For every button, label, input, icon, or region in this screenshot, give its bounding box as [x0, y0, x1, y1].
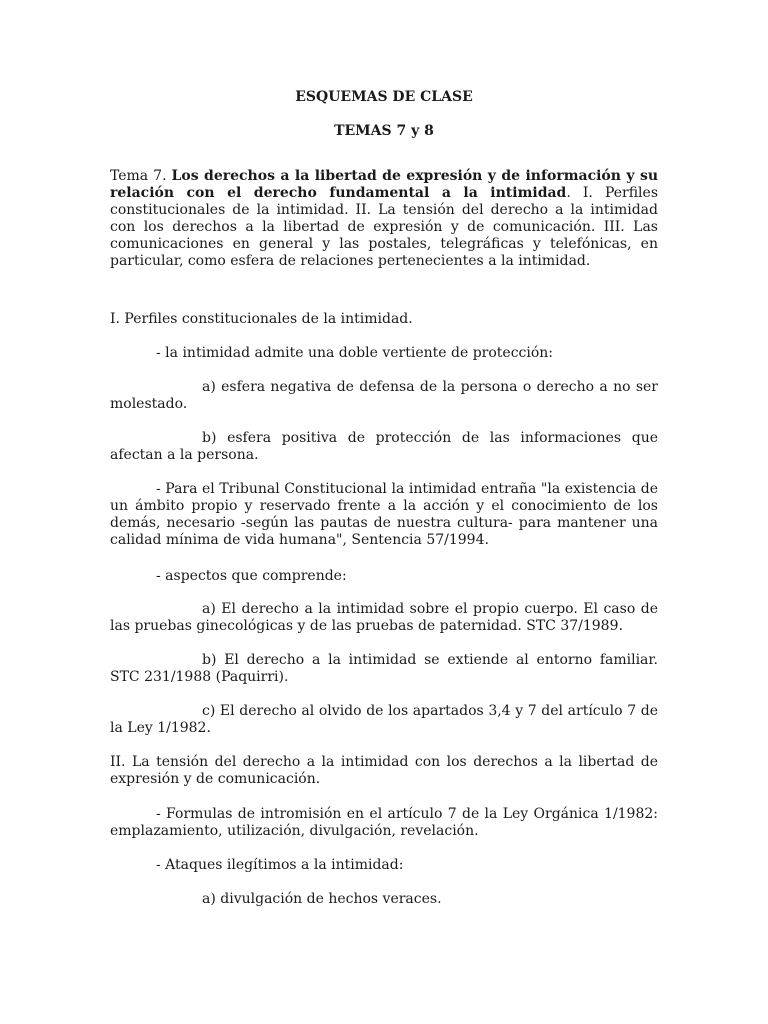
- section-2-point-2: - Ataques ilegítimos a la intimidad:: [156, 857, 404, 873]
- section-2-point-1: - Formulas de intromisión en el artículo 7 de la Ley Orgánica 1/1982: emplazamiento, utilización, divulgación, revelación.: [110, 806, 658, 839]
- section-1-point-1: - la intimidad admite una doble vertiente de protección:: [156, 345, 554, 361]
- section-2-heading: II. La tensión del derecho a la intimidad con los derechos a la libertad de expresión y de comunicación.: [110, 754, 658, 787]
- intro-rest: . I. Perfiles constitucionales de la intimidad. II. La tensión del derecho a la intimidad con los derechos a la libertad de expresión y de comunicación. III. Las comunicaciones en general y las postales, telegráficas y telefónicas, en particular, como esfera de relaciones pertenecientes a la intimidad.: [110, 185, 658, 269]
- section-1-point-3c: c) El derecho al olvido de los apartados 3,4 y 7 del artículo 7 de la Ley 1/1982.: [110, 703, 658, 736]
- intro-lead: Tema 7.: [110, 168, 172, 184]
- intro-paragraph: [110, 168, 658, 270]
- section-1-point-3a: a) El derecho a la intimidad sobre el propio cuerpo. El caso de las pruebas ginecológicas y de las pruebas de paternidad. STC 37/1989.: [110, 601, 658, 634]
- section-1-point-3b: b) El derecho a la intimidad se extiende al entorno familiar. STC 231/1988 (Paquirri).: [110, 652, 658, 685]
- document-title: ESQUEMAS DE CLASE: [295, 89, 473, 105]
- section-1-point-3: - aspectos que comprende:: [156, 568, 347, 584]
- section-1-point-1a: a) esfera negativa de defensa de la persona o derecho a no ser molestado.: [110, 379, 658, 412]
- section-1-point-2: - Para el Tribunal Constitucional la intimidad entraña "la existencia de un ámbito propio y reservado frente a la acción y el conocimiento de los demás, necesario -según las pautas de nuestra cultura- para mantener una calidad mínima de vida humana", Sentencia 57/1994.: [110, 481, 658, 548]
- section-2-point-2a: a) divulgación de hechos veraces.: [202, 891, 442, 907]
- section-1-heading: I. Perfiles constitucionales de la intimidad.: [110, 311, 413, 327]
- document-subtitle: TEMAS 7 y 8: [334, 123, 434, 139]
- section-1-point-1b: b) esfera positiva de protección de las informaciones que afectan a la persona.: [110, 430, 658, 463]
- intro-bold-title: Los derechos a la libertad de expresión y de información y su relación con el derecho fundamental a la intimidad: [110, 168, 659, 201]
